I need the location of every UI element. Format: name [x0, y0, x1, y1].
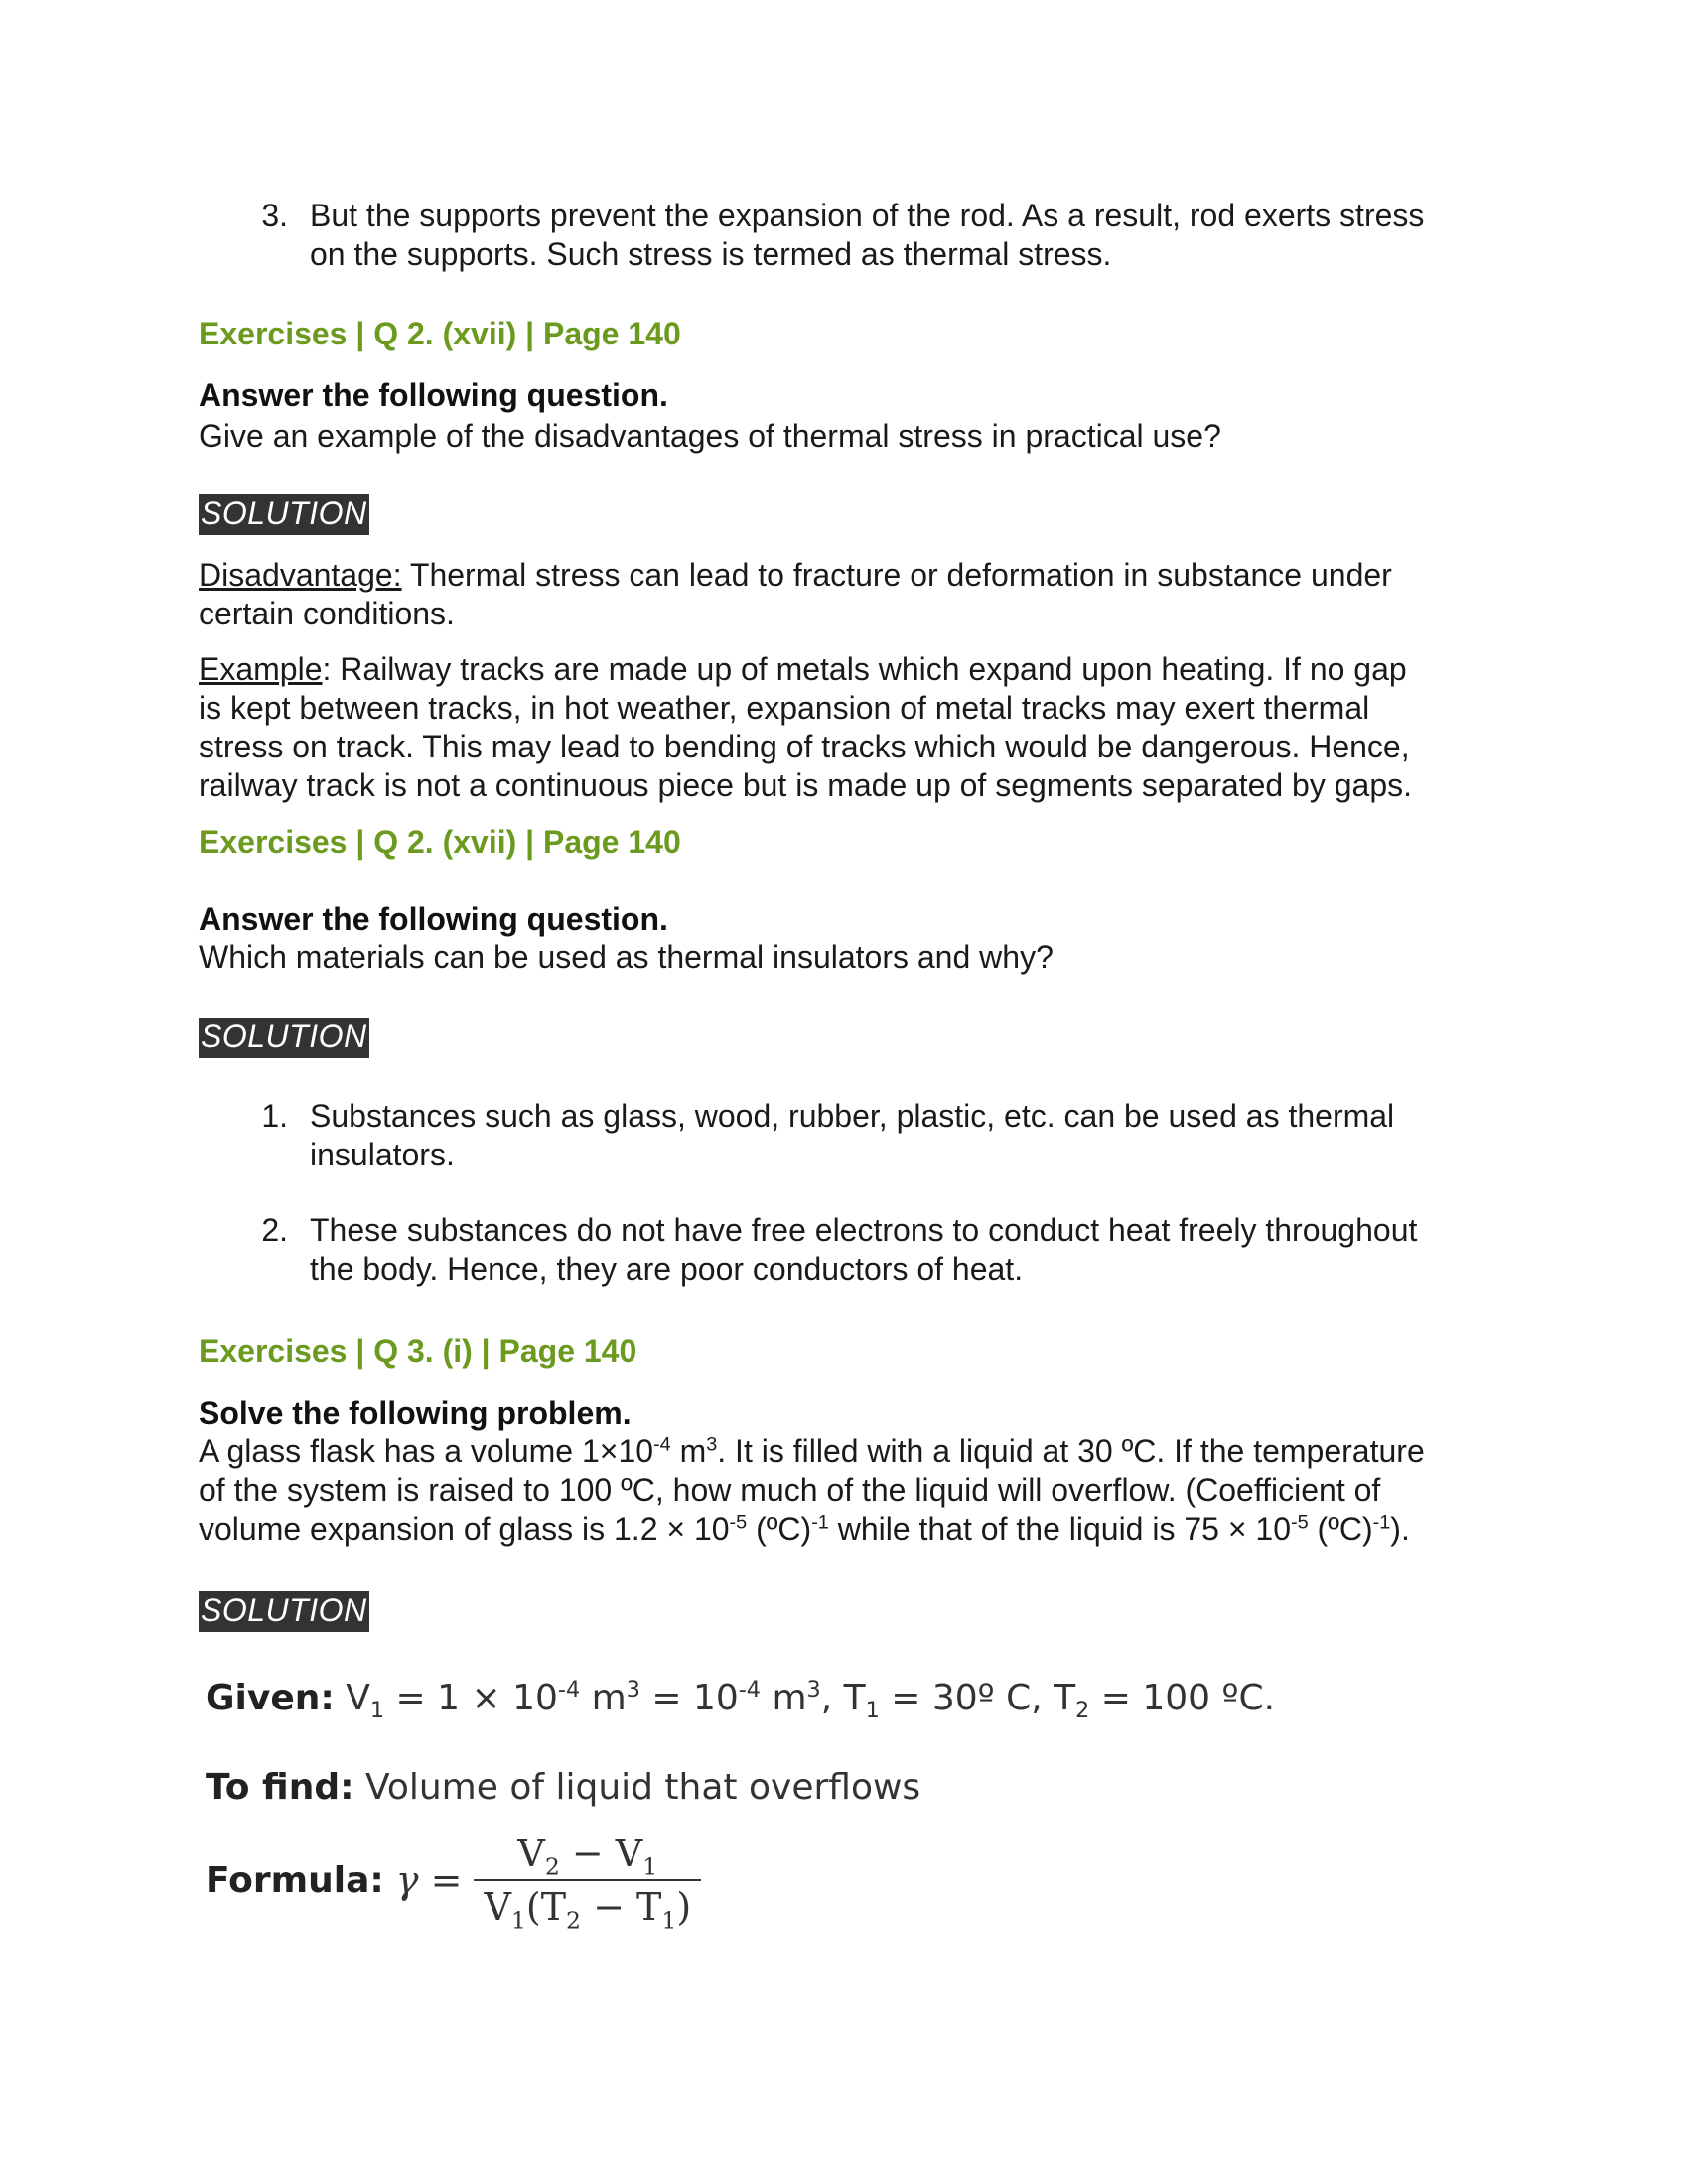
question-text: Give an example of the disadvantages of thermal stress in practical use? — [199, 418, 1221, 454]
list-text-line: These substances do not have free electrons to conduct heat freely throughout — [310, 1212, 1418, 1248]
formula-fraction: $\frac{V_2 - V_1}{V_1(T_2 - T_1)}$ — [474, 1832, 701, 1929]
formula-label: Formula: — [206, 1859, 384, 1901]
given-line — [206, 1677, 1276, 1724]
problem-line: volume expansion of glass is $1.2 \times 10^{-5}$ (ºC)$^{-1}$ while that of the liquid is $75 \times 10^{-5}$ (ºC)$^{-1}$). — [199, 1511, 1410, 1547]
question-text: Which materials can be used as thermal insulators and why? — [199, 939, 1054, 975]
section-heading: Exercises | Q 2. (xvii) | Page 140 — [199, 316, 681, 351]
example-paragraph — [199, 650, 1529, 805]
list-text-line: insulators. — [310, 1137, 455, 1172]
solution-badge: SOLUTION — [199, 1018, 369, 1058]
disadvantage-paragraph — [199, 556, 1529, 633]
list-number: 3. — [261, 198, 288, 233]
disadvantage-text: Thermal stress can lead to fracture or deformation in substance under — [401, 557, 1392, 593]
problem-line: A glass flask has a volume $1\times 10^{-4}$ $m^3$. It is filled with a liquid at 30 ºC. If the temperature — [199, 1433, 1425, 1469]
disadvantage-text: certain conditions. — [199, 596, 455, 631]
given-label: Given: — [206, 1678, 335, 1718]
tofind-label: To find: — [206, 1767, 354, 1808]
problem-text — [199, 1433, 1549, 1549]
example-text: railway track is not a continuous piece but is made up of segments separated by gaps. — [199, 767, 1413, 803]
tofind-text: Volume of liquid that overflows — [364, 1767, 921, 1808]
list-text-line: But the supports prevent the expansion of the rod. As a result, rod exerts stress — [310, 198, 1425, 233]
list-text-line: the body. Hence, they are poor conductors of heat. — [310, 1251, 1024, 1287]
example-text: stress on track. This may lead to bending of tracks which would be dangerous. Hence, — [199, 729, 1410, 764]
section-heading: Exercises | Q 3. (i) | Page 140 — [199, 1333, 637, 1369]
solution-badge: SOLUTION — [199, 1591, 369, 1632]
question-prompt: Answer the following question. — [199, 377, 668, 413]
formula-expression: γ = $\frac{V_2 - V_1}{V_1(T_2 - T_1)}$ — [396, 1832, 701, 1929]
example-text: : Railway tracks are made up of metals which expand upon heating. If no gap — [322, 651, 1407, 687]
list-item — [238, 197, 1529, 274]
problem-line: of the system is raised to 100 ºC, how much of the liquid will overflow. (Coefficient of — [199, 1472, 1381, 1508]
question-prompt: Answer the following question. — [199, 901, 668, 937]
formula-line — [206, 1832, 701, 1935]
list-number: 2. — [261, 1212, 288, 1248]
example-text: is kept between tracks, in hot weather, expansion of metal tracks may exert thermal — [199, 690, 1370, 726]
list-text-line: Substances such as glass, wood, rubber, plastic, etc. can be used as thermal — [310, 1098, 1395, 1134]
question-prompt: Solve the following problem. — [199, 1395, 632, 1431]
given-values: $V_1 = 1 \times 10^{-4}$ $m^3 = 10^{-4}$ $m^3$, $T_1$ = 30º C, $T_2 = 100$ ºC. — [346, 1677, 1276, 1724]
disadvantage-label: Disadvantage: — [199, 557, 402, 593]
tofind-line — [206, 1767, 920, 1808]
list-item — [238, 1097, 1529, 1174]
list-number: 1. — [261, 1098, 288, 1134]
section-heading: Exercises | Q 2. (xvii) | Page 140 — [199, 824, 681, 860]
list-text-line: on the supports. Such stress is termed as thermal stress. — [310, 236, 1112, 272]
example-label: Example — [199, 651, 323, 687]
list-item — [238, 1211, 1529, 1289]
solution-badge: SOLUTION — [199, 494, 369, 535]
